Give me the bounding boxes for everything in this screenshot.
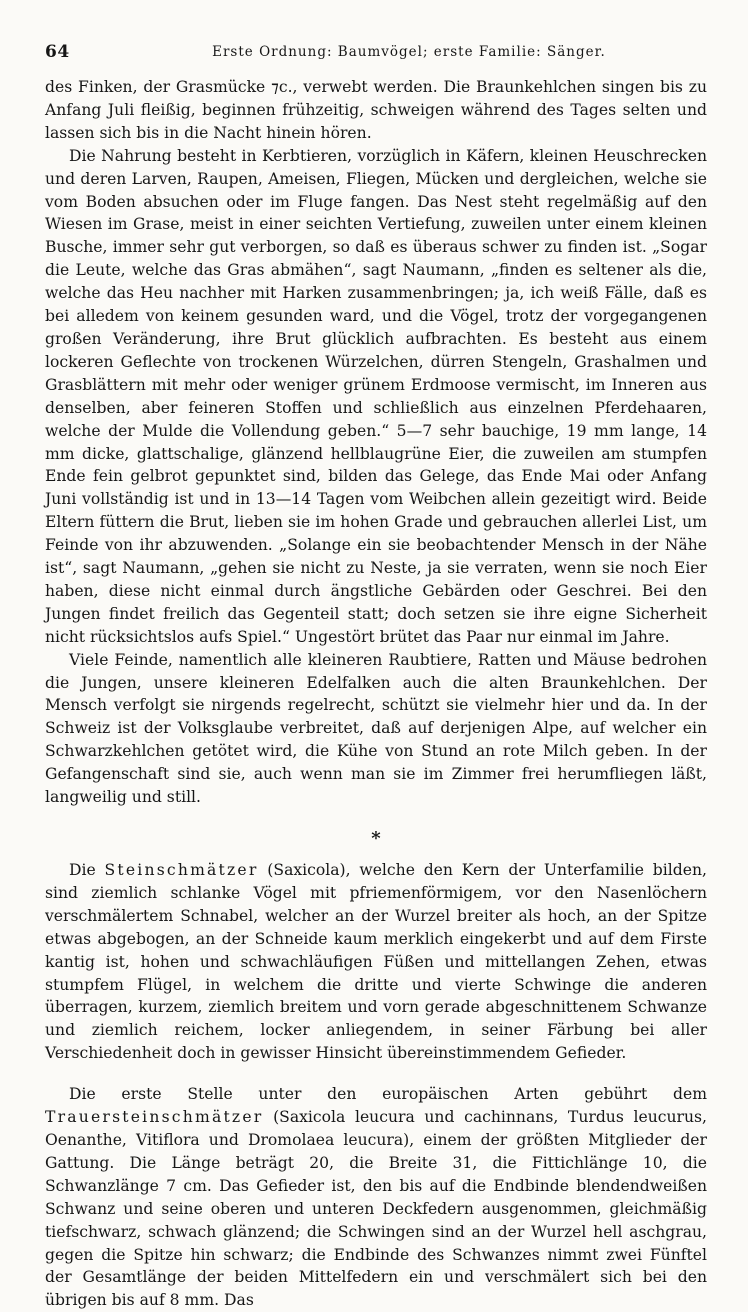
paragraph-1: des Finken, der Grasmücke ⁊c., verwebt werden. Die Braunkehlchen singen bis zu Anfang Juli fleißig, beginnen frühzeitig, schweigen während des Tages selten und lassen sich bis in die Nacht hinein hören. [45, 78, 707, 142]
paragraph-3: Viele Feinde, namentlich alle kleineren Raubtiere, Ratten und Mäuse bedrohen die Jungen, unsere kleineren Edelfalken auch die alten Braunkehlchen. Der Mensch verfolgt sie nirgends regelrecht, schützt sie vielmehr hier und da. In der Schweiz ist der Volksglaube verbreitet, daß auf derjenigen Alpe, auf welcher ein Schwarzkehlchen getötet wird, die Kühe von Stund an rote Milch geben. In der Gefangenschaft sind sie, auch wenn man sie im Zimmer frei herumfliegen läßt, langweilig und still. [45, 650, 707, 807]
paragraph-steinschmaetzer [45, 859, 707, 1065]
page-number: 64 [45, 42, 70, 62]
paragraph-steinschmaetzer-text: , welche den Kern der Unterfamilie bilden, sind ziemlich schlanke Vögel mit pfriemenförmigem, vor den Nasenlöchern verschmälertem Schnabel, welcher an der Wurzel breiter als hoch, an der Spitze etwas abgebogen, an der Schneide kaum merklich eingekerbt und auf dem Firste kantig ist, hohen und schwachläufigen Füßen und mittellangen Zehen, etwas stumpfem Flügel, in welchem die dritte und vierte Schwinge die anderen überragen, kurzem, ziemlich breitem und vorn gerade abgeschnittenem Schwanze und ziemlich reichem, locker anliegendem, in seiner Färbung bei aller Verschiedenheit doch in gewisser Hinsicht übereinstimmendem Gefieder. [45, 861, 707, 1063]
running-head: Erste Ordnung: Baumvögel; erste Familie: Sänger. [212, 44, 606, 60]
page-body [45, 76, 707, 1312]
paragraph-trauersteinschmaetzer [45, 1083, 707, 1312]
term-trauersteinschmaetzer: Trauersteinschmätzer [45, 1108, 264, 1127]
section-separator: * [371, 828, 381, 849]
intro-word: Die [69, 861, 96, 879]
paragraph-2: Die Nahrung besteht in Kerbtieren, vorzüglich in Käfern, kleinen Heuschrecken und deren Larven, Raupen, Ameisen, Fliegen, Mücken und dergleichen, welche sie vom Boden absuchen oder im Fluge fangen. Das Nest steht regelmäßig auf den Wiesen im Grase, meist in einer seichten Vertiefung, zuweilen unter einem kleinen Busche, immer sehr gut verborgen, so daß es überaus schwer zu finden ist. „Sogar die Leute, welche das Gras abmähen“, sagt Naumann, „finden es seltener als die, welche das Heu nachher mit Harken zusammenbringen; ja, ich weiß Fälle, daß es bei alledem von keinem gesunden ward, und die Vögel, trotz der vorgegangenen großen Veränderung, ihre Brut glücklich aufbrachten. Es besteht aus einem lockeren Geflechte von trockenen Würzelchen, dürren Stengeln, Grashalmen und Grasblättern mit mehr oder weniger grünem Erdmoose vermischt, im Inneren aus denselben, aber feineren Stoffen und schließlich aus einzelnen Pferdehaaren, welche der Mulde die Vollendung geben.“ 5—7 sehr bauchige, 19 mm lange, 14 mm dicke, glattschalige, glänzend hellblaugrüne Eier, die zuweilen am stumpfen Ende fein gelbrot gepunktet sind, bilden das Gelege, das Ende Mai oder Anfang Juni vollständig ist und in 13—14 Tagen vom Weibchen allein gezeitigt wird. Beide Eltern füttern die Brut, lieben sie im hohen Grade und gebrauchen allerlei List, um Feinde von ihr abzuwenden. „Solange ein sie beobachtender Mensch in der Nähe ist“, sagt Naumann, „gehen sie nicht zu Neste, ja sie verraten, wenn sie noch Eier haben, diese nicht einmal durch ängstliche Gebärden oder Geschrei. Bei den Jungen findet freilich das Gegenteil statt; doch setzen sie ihre eigne Sicherheit nicht rücksichtslos aufs Spiel.“ Ungestört brütet das Paar nur einmal im Jahre. [45, 146, 707, 646]
intro-text: Die erste Stelle unter den europäischen Arten gebührt dem [69, 1085, 707, 1104]
paragraph-gap [45, 1065, 707, 1083]
page-header [0, 42, 748, 64]
latin-saxicola: (Saxicola) [267, 861, 346, 879]
term-steinschmaetzer: Steinschmätzer [104, 861, 259, 879]
paragraph-trauersteinschmaetzer-text: (Saxicola leucura und cachinnans, Turdus leucurus, Oenanthe, Vitiflora und Dromolaea leucura), einem der größten Mitglieder der Gattung. Die Länge beträgt 20, die Breite 31, die Fittichlänge 10, die Schwanzlänge 7 cm. Das Gefieder ist, den bis auf die Endbinde blendendweißen Schwanz und seine oberen und unteren Deckfedern ausgenommen, gleichmäßig tiefschwarz, schwach glänzend; die Schwingen sind an der Wurzel hell aschgrau, gegen die Spitze hin schwarz; die Endbinde des Schwanzes nimmt zwei Fünftel der Gesamtlänge der beiden Mittelfedern ein und verschmälert sich bei den übrigen bis auf 8 mm. Das [45, 1108, 707, 1310]
